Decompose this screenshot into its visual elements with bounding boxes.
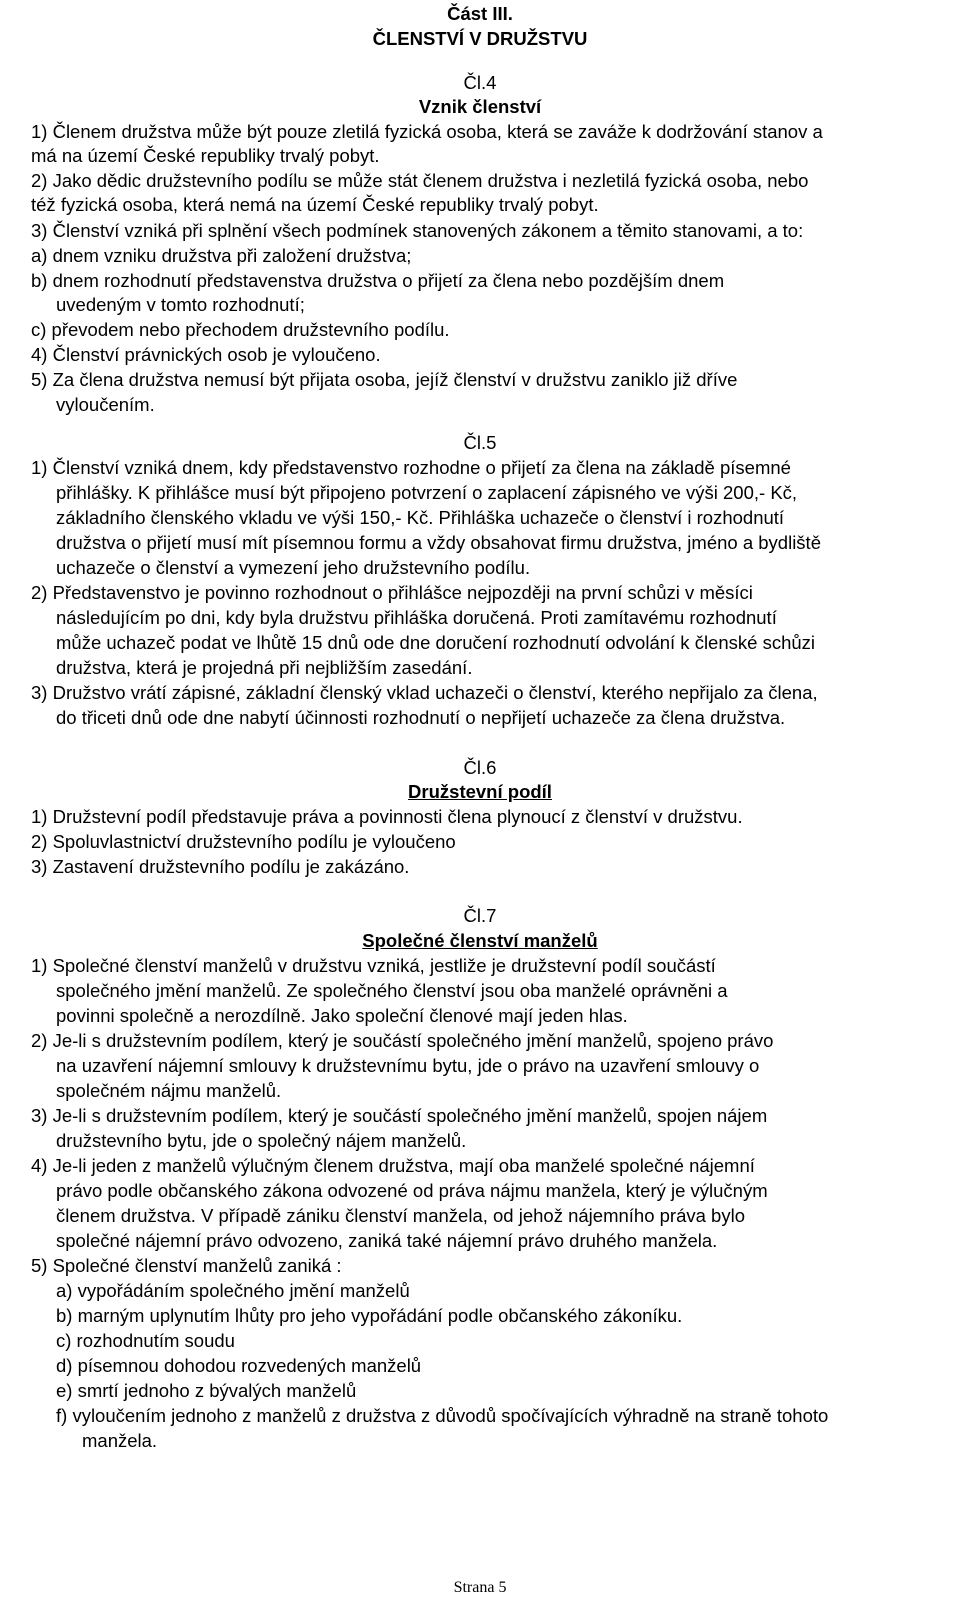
article-7-line: členem družstva. V případě zániku členství manžela, od jehož nájemního práva bylo <box>56 1205 745 1226</box>
article-7-number: Čl.7 <box>463 905 497 926</box>
article-4-line: 2) Jako dědic družstevního podílu se může stát členem družstva i nezletilá fyzická osoba, nebo <box>31 170 809 191</box>
article-7-line: 2) Je-li s družstevním podílem, který je součástí společného jmění manželů, spojeno právo <box>31 1030 774 1051</box>
article-4-line: 1) Členem družstva může být pouze zletilá fyzická osoba, která se zaváže k dodržování stanov a <box>31 121 823 142</box>
article-5-line: do třiceti dnů ode dne nabytí účinnosti rozhodnutí o nepřijetí uchazeče za člena družstva. <box>56 707 786 728</box>
article-4-line: a) dnem vzniku družstva při založení družstva; <box>31 245 412 266</box>
page-number: Strana 5 <box>453 1579 507 1596</box>
article-4-line: 5) Za člena družstva nemusí být přijata osoba, jejíž členství v družstvu zaniklo již dříve <box>31 369 738 390</box>
article-4-line: b) dnem rozhodnutí představenstva družstva o přijetí za člena nebo pozdějším dnem <box>31 270 725 291</box>
article-5-line: družstva, která je projedná při nejbližším zasedání. <box>56 657 473 678</box>
article-5-line: družstva o přijetí musí mít písemnou formu a vždy obsahovat firmu družstva, jméno a bydliště <box>56 532 821 553</box>
article-7-line: b) marným uplynutím lhůty pro jeho vypořádání podle občanského zákoníku. <box>56 1305 683 1326</box>
article-4-line: c) převodem nebo přechodem družstevního podílu. <box>31 319 450 340</box>
article-4-line: 3) Členství vzniká při splnění všech podmínek stanovených zákonem a těmito stanovami, a to: <box>31 220 804 241</box>
article-7-line: společném nájmu manželů. <box>56 1080 282 1101</box>
article-6-number: Čl.6 <box>463 757 497 778</box>
article-5-line: základního členského vkladu ve výši 150,- Kč. Přihláška uchazeče o členství i rozhodnutí <box>56 507 785 528</box>
article-7-line: manžela. <box>82 1430 158 1451</box>
article-5-line: 2) Představenstvo je povinno rozhodnout o přihlášce nejpozději na první schůzi v měsíci <box>31 582 753 603</box>
article-7-line: e) smrtí jednoho z bývalých manželů <box>56 1380 357 1401</box>
article-5-number: Čl.5 <box>463 432 497 453</box>
article-7-line: d) písemnou dohodou rozvedených manželů <box>56 1355 422 1376</box>
article-7-line: společného jmění manželů. Ze společného členství jsou oba manželé oprávněni a <box>56 980 728 1001</box>
article-4-heading: Vznik členství <box>418 96 542 117</box>
article-7-line: 4) Je-li jeden z manželů výlučným členem družstva, mají oba manželé společné nájemní <box>31 1155 755 1176</box>
article-4-line: vyloučením. <box>56 394 155 415</box>
article-7-line: 5) Společné členství manželů zaniká : <box>31 1255 342 1276</box>
article-7-line: povinni společně a nerozdílně. Jako společní členové mají jeden hlas. <box>56 1005 628 1026</box>
article-7-line: 3) Je-li s družstevním podílem, který je součástí společného jmění manželů, spojen nájem <box>31 1105 768 1126</box>
article-4-number: Čl.4 <box>463 72 497 93</box>
article-7-line: 1) Společné členství manželů v družstvu vzniká, jestliže je družstevní podíl součástí <box>31 955 716 976</box>
article-4-line: 4) Členství právnických osob je vyloučeno. <box>31 344 381 365</box>
article-5-line: následujícím po dni, kdy byla družstvu přihláška doručená. Proti zamítavému rozhodnutí <box>56 607 777 628</box>
article-7-line: družstevního bytu, jde o společný nájem manželů. <box>56 1130 467 1151</box>
article-6-line: 3) Zastavení družstevního podílu je zakázáno. <box>31 856 410 877</box>
article-7-line: právo podle občanského zákona odvozené od práva nájmu manžela, který je výlučným <box>56 1180 768 1201</box>
article-5-line: 1) Členství vzniká dnem, kdy představenstvo rozhodne o přijetí za člena na základě písemné <box>31 457 791 478</box>
article-7-line: a) vypořádáním společného jmění manželů <box>56 1280 410 1301</box>
article-5-line: uchazeče o členství a vymezení jeho družstevního podílu. <box>56 557 531 578</box>
article-6-line: 2) Spoluvlastnictví družstevního podílu je vyloučeno <box>31 831 456 852</box>
article-7-heading: Společné členství manželů <box>362 930 598 951</box>
article-4-line: má na území České republiky trvalý pobyt. <box>31 145 380 166</box>
article-5-line: může uchazeč podat ve lhůtě 15 dnů ode dne doručení rozhodnutí odvolání k členské schůzi <box>56 632 816 653</box>
article-5-line: přihlášky. K přihlášce musí být připojeno potvrzení o zaplacení zápisného ve výši 200,- Kč, <box>56 482 798 503</box>
article-6-line: 1) Družstevní podíl představuje práva a povinnosti člena plynoucí z členství v družstvu. <box>31 806 743 827</box>
article-7-line: c) rozhodnutím soudu <box>56 1330 235 1351</box>
article-7-line: na uzavření nájemní smlouvy k družstevnímu bytu, jde o právo na uzavření smlouvy o <box>56 1055 760 1076</box>
article-7-line: společné nájemní právo odvozeno, zaniká také nájemní právo druhého manžela. <box>56 1230 718 1251</box>
article-6-heading: Družstevní podíl <box>408 781 552 802</box>
part-title: Část III. <box>447 3 513 24</box>
article-4-line: též fyzická osoba, která nemá na území České republiky trvalý pobyt. <box>31 194 599 215</box>
article-7-line: f) vyloučením jednoho z manželů z družstva z důvodů spočívajících výhradně na straně tohoto <box>56 1405 829 1426</box>
part-subtitle: ČLENSTVÍ V DRUŽSTVU <box>372 28 588 49</box>
article-4-line: uvedeným v tomto rozhodnutí; <box>56 294 305 315</box>
article-5-line: 3) Družstvo vrátí zápisné, základní členský vklad uchazeči o členství, kterého nepřijalo za člena, <box>31 682 818 703</box>
